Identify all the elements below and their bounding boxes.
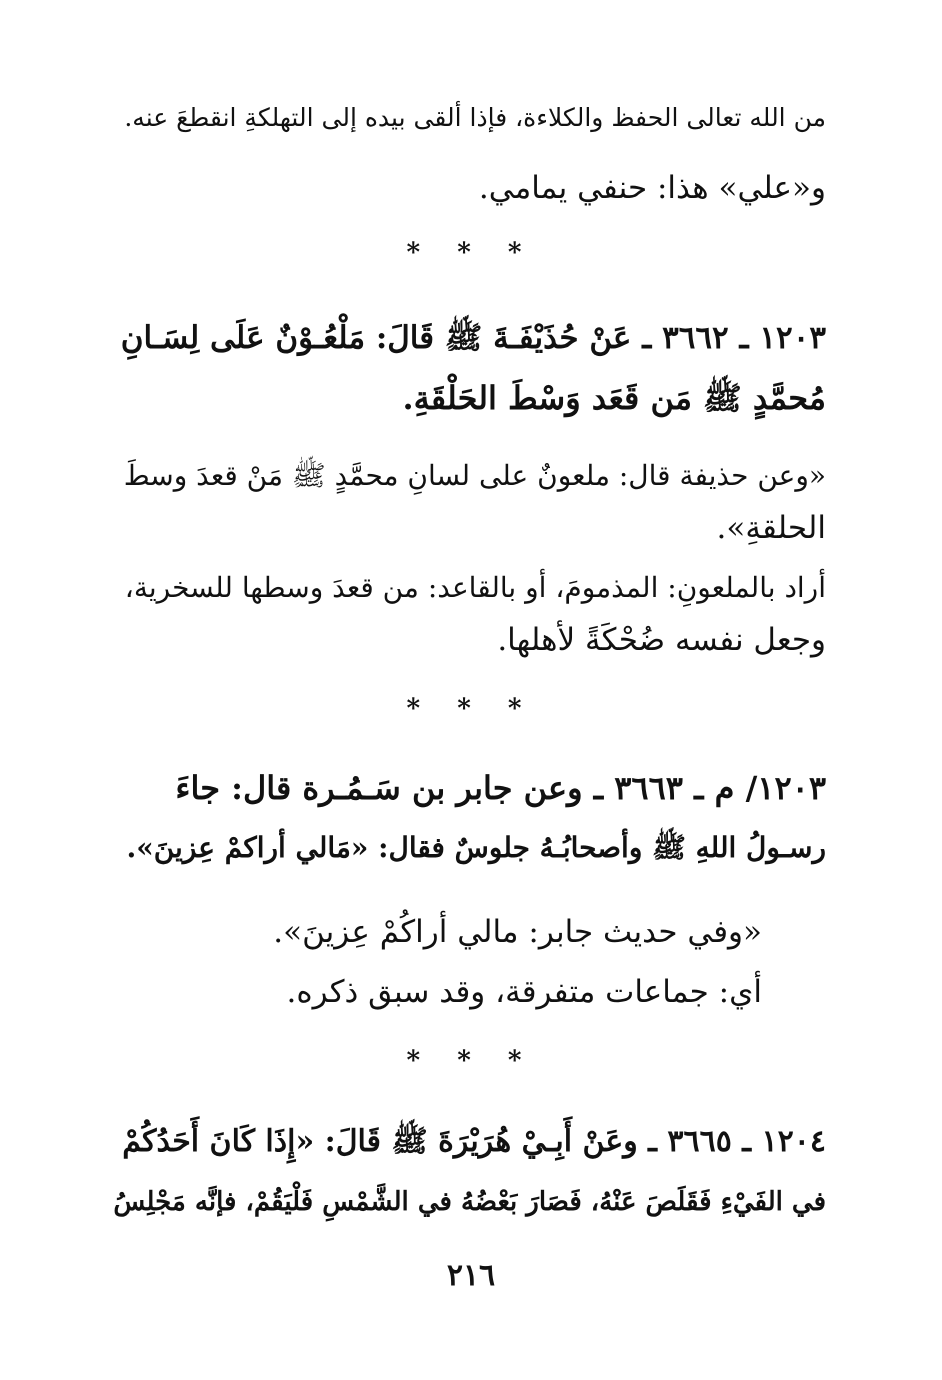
section-separator: * * *: [406, 238, 536, 268]
commentary-1203-line-1: «وعن حذيفة قال: ملعونٌ على لسانِ محمَّدٍ ﷺ مَنْ قعدَ وسطَ: [123, 459, 826, 492]
section-separator: * * *: [406, 694, 536, 724]
hadith-1203-line-1: ١٢٠٣ ـ ٣٦٦٢ ـ عَنْ حُذَيْفَـةَ ﷺ قَالَ: مَلْعُـوْنٌ عَلَى لِسَـانِ: [120, 320, 826, 356]
explanation-1203m-line-1: أي: جماعات متفرقة، وقد سبق ذكره.: [286, 974, 762, 1010]
commentary-1203-line-2: الحلقةِ».: [716, 510, 826, 546]
hadith-1203-line-2: مُحمَّدٍ ﷺ مَن قَعَد وَسْطَ الحَلْقَةِ.: [402, 379, 826, 417]
commentary-1203m-line-1: «وفي حديث جابر: مالي أراكُمْ عِزينَ».: [273, 914, 762, 950]
explanation-1203-line-1: أراد بالملعونِ: المذمومَ، أو بالقاعد: من قعدَ وسطها للسخرية،: [124, 571, 826, 604]
page-number: ٢١٦: [446, 1258, 496, 1293]
hadith-1204-line-1: ١٢٠٤ ـ ٣٦٦٥ ـ وعَنْ أَبِـيْ هُرَيْرَةَ ﷺ قَالَ: «إِذَا كَانَ أَحَدُكُمْ: [122, 1124, 826, 1159]
explanation-1203-line-2: وجعل نفسه ضُحْكَةً لأهلها.: [497, 622, 826, 658]
hadith-1203m-line-1: ١٢٠٣/ م ـ ٣٦٦٣ ـ وعن جابر بن سَـمُـرة قال: جاءَ: [175, 769, 826, 807]
hadith-1204-line-2: في الفَيْءِ فَقَلَصَ عَنْهُ، فَصَارَ بَعْضُهُ في الشَّمْسِ فَلْيَقُمْ، فإنَّه مَجْلِسُ: [113, 1187, 826, 1217]
section-separator: * * *: [406, 1046, 536, 1076]
hadith-1203m-line-2: رسـولُ اللهِ ﷺ وأصحابُـهُ جلوسٌ فقال: «مَالي أراكمْ عِزينَ».: [126, 831, 826, 864]
intro-line-1: من الله تعالى الحفظ والكلاءة، فإذا ألقى بيده إلى التهلكةِ انقطعَ عنه.: [124, 103, 826, 132]
intro-line-2: و«علي» هذا: حنفي يمامي.: [478, 170, 826, 206]
